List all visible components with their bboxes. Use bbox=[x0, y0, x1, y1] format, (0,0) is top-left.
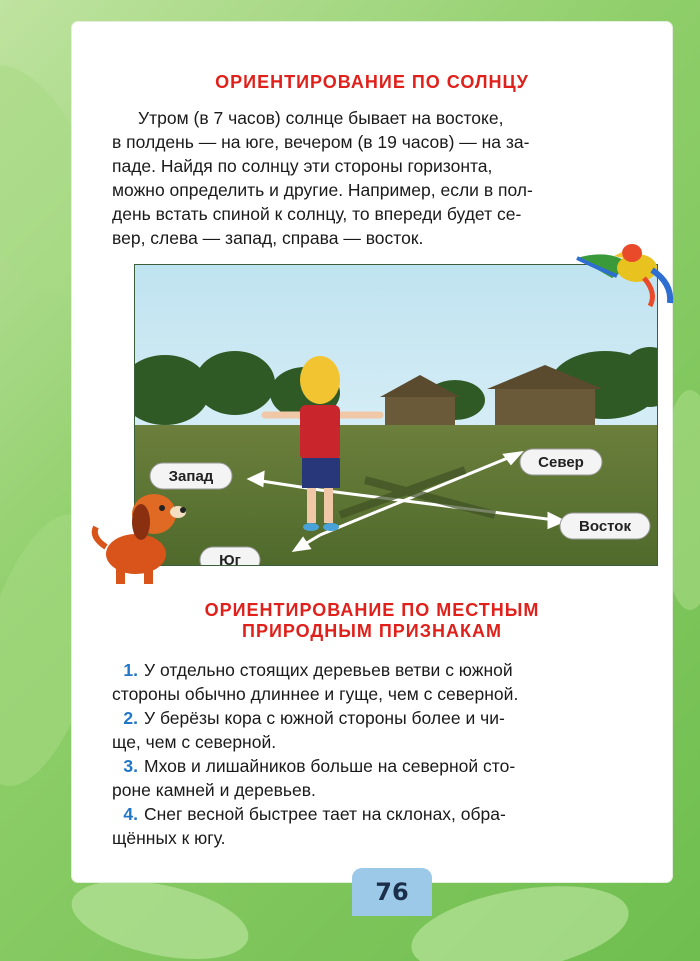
dog-illustration bbox=[86, 482, 196, 592]
section-title-local-signs bbox=[72, 600, 672, 642]
svg-text:Юг: Юг bbox=[219, 552, 241, 565]
label-south bbox=[200, 547, 260, 565]
intro-line: в полдень — на юге, вечером (в 19 часов) — на за- bbox=[112, 132, 530, 152]
list-item bbox=[112, 706, 672, 754]
orientation-illustration bbox=[134, 264, 658, 566]
label-east bbox=[560, 513, 650, 539]
list-number: 4. bbox=[123, 804, 138, 824]
parrot-illustration bbox=[572, 228, 682, 308]
list-text: У отдельно стоящих деревьев ветви с южной bbox=[144, 660, 513, 680]
list-number: 3. bbox=[123, 756, 138, 776]
signs-list bbox=[112, 658, 672, 850]
list-text: Мхов и лишайников больше на северной сто- bbox=[144, 756, 516, 776]
page-number: 76 bbox=[352, 868, 432, 916]
list-item bbox=[112, 802, 672, 850]
list-text: ще, чем с северной. bbox=[112, 732, 277, 752]
list-text: щённых к югу. bbox=[112, 828, 226, 848]
list-text: Снег весной быстрее тает на склонах, обра- bbox=[144, 804, 506, 824]
section-title-sun: ОРИЕНТИРОВАНИЕ ПО СОЛНЦУ bbox=[215, 72, 529, 92]
list-item bbox=[112, 658, 672, 706]
intro-line: можно определить и другие. Например, если в пол- bbox=[112, 180, 533, 200]
svg-text:Запад: Запад bbox=[168, 468, 214, 485]
textbook-page bbox=[72, 22, 672, 882]
orientation-scene bbox=[135, 265, 657, 565]
svg-text:Север: Север bbox=[538, 454, 584, 471]
list-text: У берёзы кора с южной стороны более и чи- bbox=[144, 708, 505, 728]
intro-line: день встать спиной к солнцу, то впереди будет се- bbox=[112, 204, 522, 224]
list-text: стороны обычно длиннее и гуще, чем с северной. bbox=[112, 684, 519, 704]
list-number: 2. bbox=[123, 708, 138, 728]
list-item bbox=[112, 754, 672, 802]
list-text: роне камней и деревьев. bbox=[112, 780, 316, 800]
section-title-line: ПРИРОДНЫМ ПРИЗНАКАМ bbox=[242, 621, 502, 641]
section-title-line: ОРИЕНТИРОВАНИЕ ПО МЕСТНЫМ bbox=[204, 600, 540, 620]
intro-line: Утром (в 7 часов) солнце бывает на востоке, bbox=[138, 108, 504, 128]
svg-text:Восток: Восток bbox=[579, 518, 631, 535]
intro-line: паде. Найдя по солнцу эти стороны горизонта, bbox=[112, 156, 493, 176]
label-north bbox=[520, 449, 602, 475]
intro-line: вер, слева — запад, справа — восток. bbox=[112, 228, 424, 248]
list-number: 1. bbox=[123, 660, 138, 680]
